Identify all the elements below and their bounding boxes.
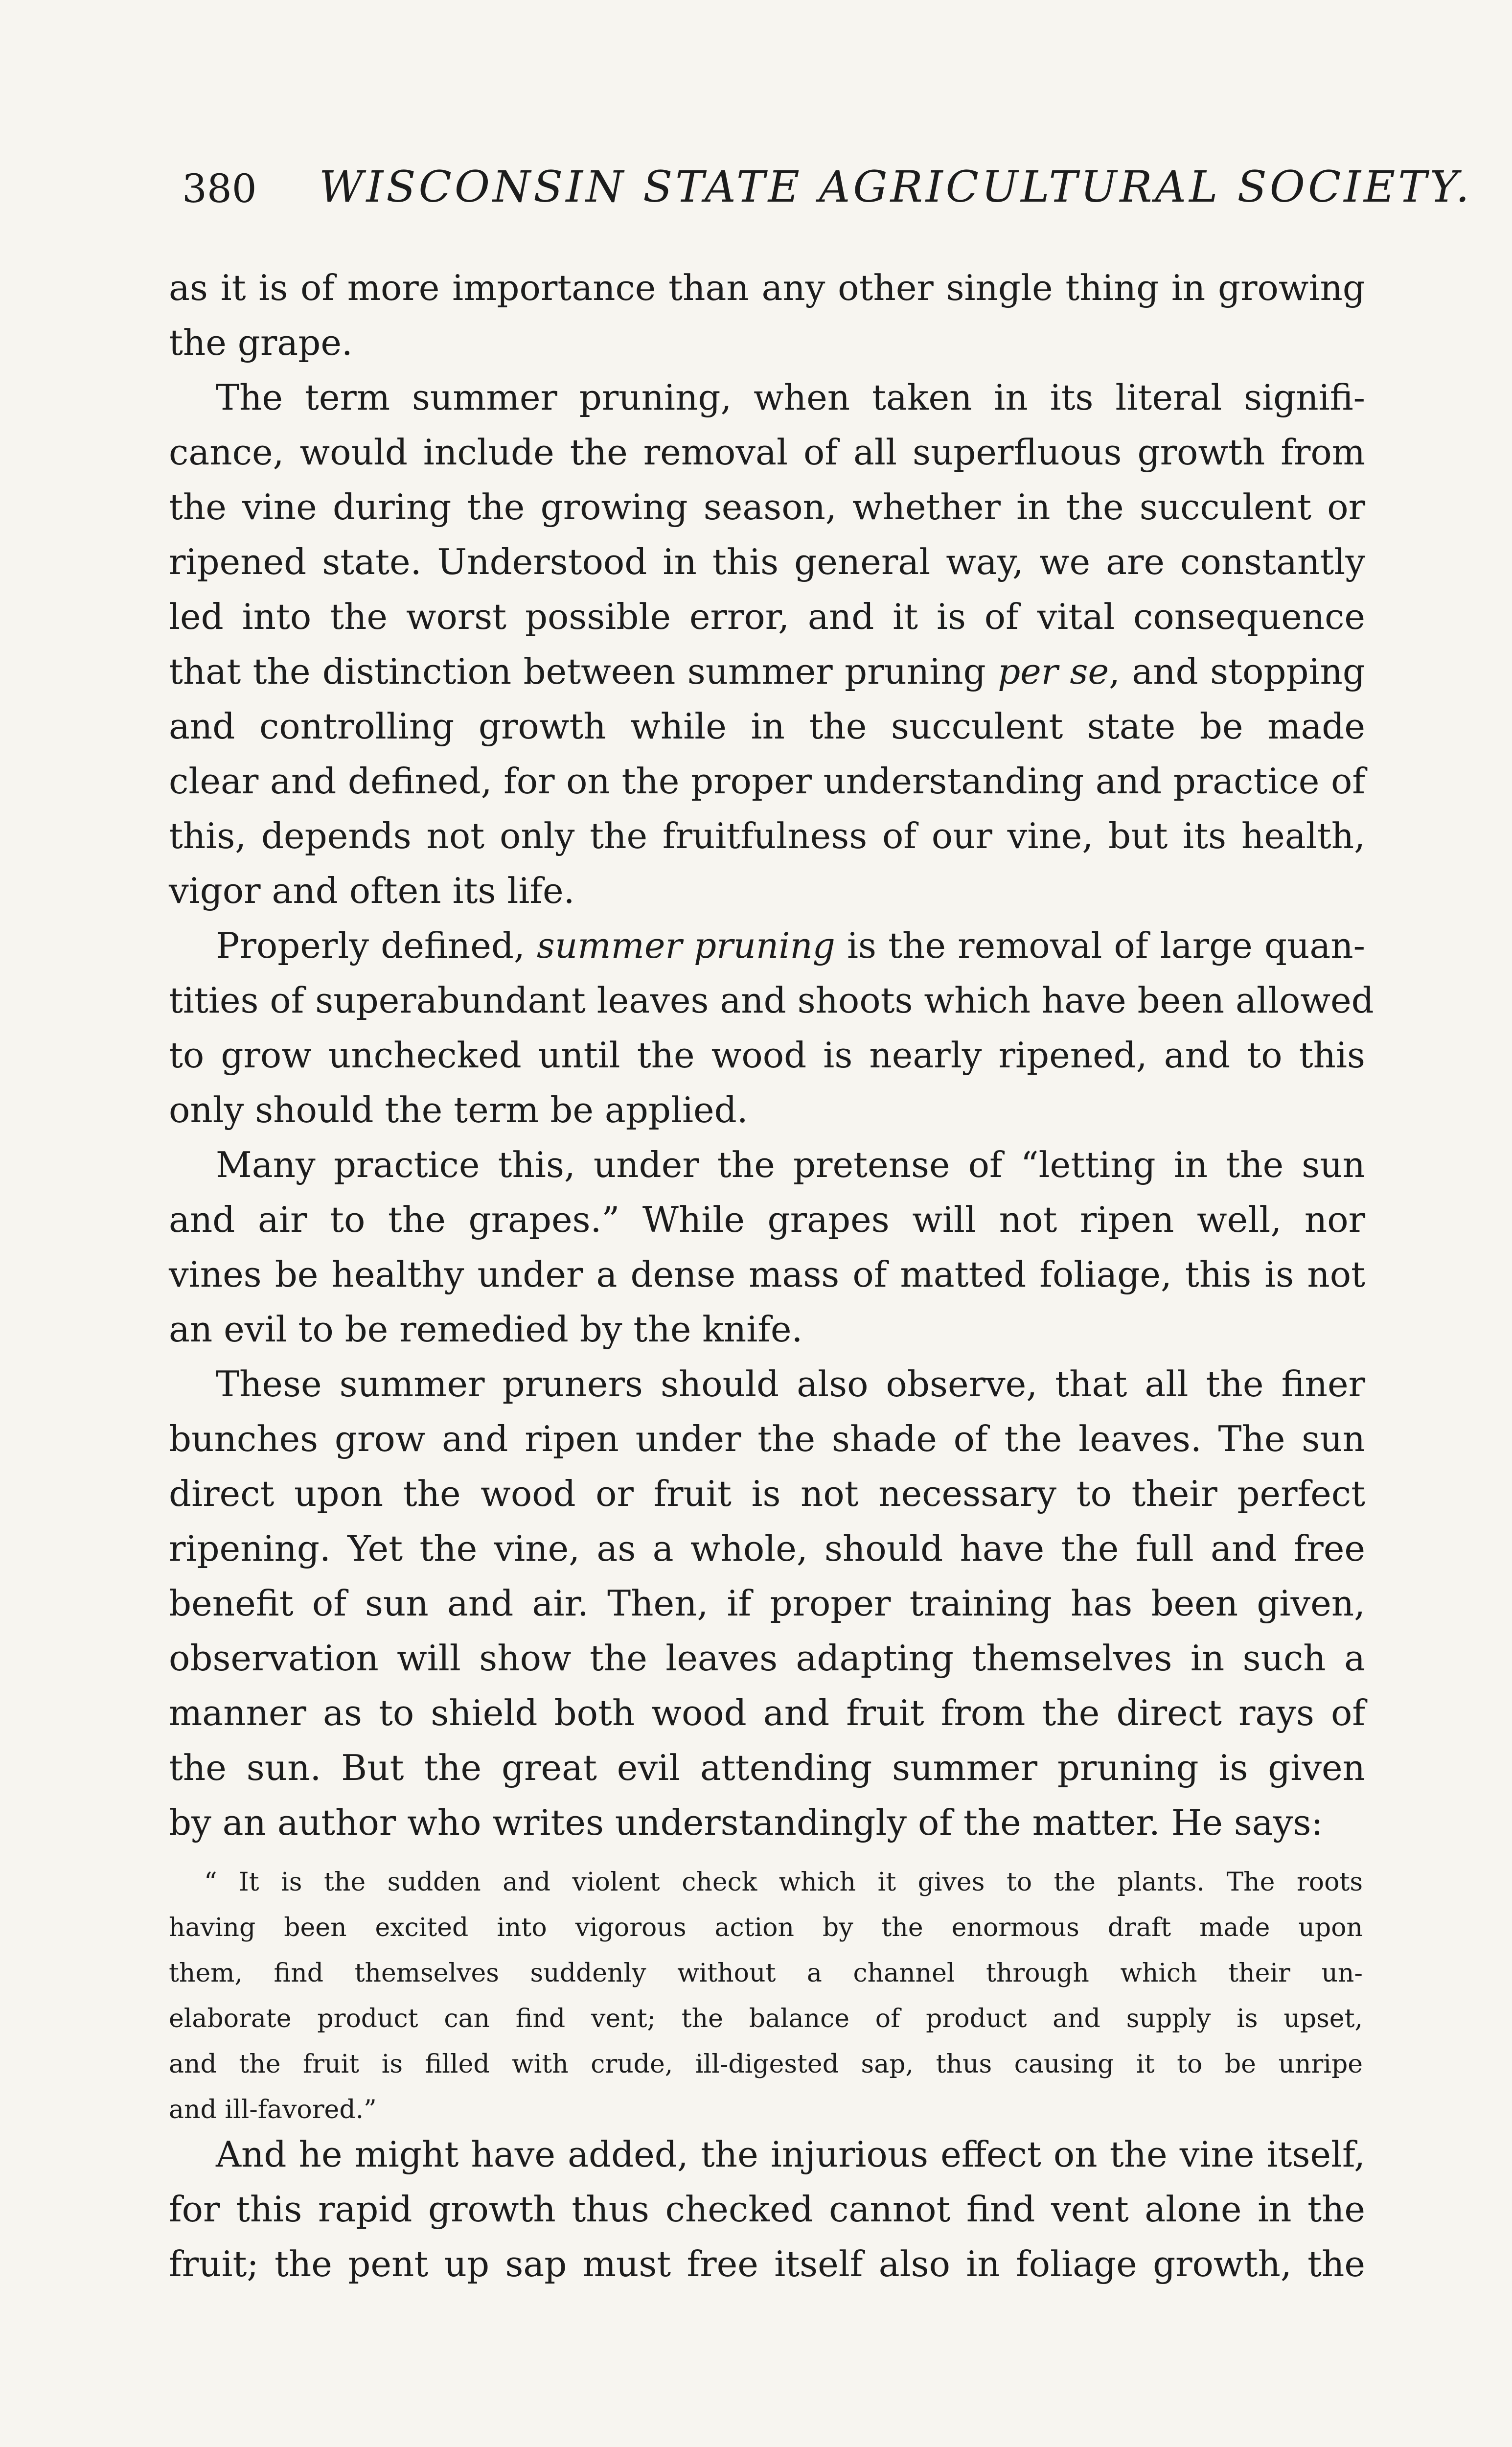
text-line: an evil to be remedied by the knife.: [169, 1309, 803, 1350]
paragraph-summer-pruners: [169, 1357, 1365, 1850]
running-head-title: WISCONSIN STATE AGRICULTURAL SOCIETY.: [319, 162, 1472, 212]
text-segment: that the distinction between summer pruning: [169, 651, 998, 692]
text-line: led into the worst possible error, and it is of vital consequence: [169, 596, 1365, 637]
text-line: direct upon the wood or fruit is not necessary to their perfect: [169, 1473, 1365, 1514]
quote-line: and the fruit is filled with crude, ill-digested sap, thus causing it to be unripe: [169, 2050, 1363, 2079]
text-line: benefit of sun and air. Then, if proper training has been given,: [169, 1583, 1365, 1624]
text-line-with-italic: [169, 918, 1365, 973]
text-line: ripening. Yet the vine, as a whole, should have the full and free: [169, 1528, 1365, 1569]
text-line: the vine during the growing season, whether in the succulent or: [169, 486, 1365, 528]
text-line: The term summer pruning, when taken in its literal signifi-: [216, 377, 1365, 418]
text-line: bunches grow and ripen under the shade of the leaves. The sun: [169, 1418, 1365, 1459]
paragraph-properly-defined: [169, 918, 1374, 1137]
quote-line: elaborate product can find vent; the balance of product and supply is upset,: [169, 2004, 1363, 2033]
running-head: [182, 162, 1472, 215]
text-line: These summer pruners should also observe, that all the finer: [216, 1363, 1365, 1405]
text-line: the grape.: [169, 322, 353, 363]
text-line: And he might have added, the injurious effect on the vine itself,: [216, 2134, 1365, 2175]
text-line: cance, would include the removal of all superfluous growth from: [169, 432, 1365, 473]
italic-term: summer pruning: [537, 925, 835, 966]
paragraph-continuation: [169, 260, 1365, 370]
quote-line: them, find themselves suddenly without a channel through which their un-: [169, 1959, 1363, 1988]
text-segment: is the removal of large quan-: [835, 925, 1365, 966]
text-line: and controlling growth while in the succulent state be made: [169, 706, 1365, 747]
text-line: manner as to shield both wood and fruit from the direct rays of: [169, 1692, 1365, 1733]
text-line: this, depends not only the fruitfulness of our vine, but its health,: [169, 815, 1365, 856]
text-line: for this rapid growth thus checked cannot find vent alone in the: [169, 2189, 1365, 2230]
text-line-with-italic: [169, 644, 1365, 699]
paragraph-he-might-have-added: [169, 2127, 1365, 2291]
italic-term: per se: [998, 651, 1109, 692]
text-line: clear and defined, for on the proper understanding and practice of: [169, 761, 1365, 802]
paragraph-many-practice: [169, 1137, 1365, 1357]
text-segment: , and stopping: [1109, 651, 1365, 692]
text-line: the sun. But the great evil attending summer pruning is given: [169, 1747, 1365, 1788]
text-line: as it is of more importance than any other single thing in growing: [169, 267, 1365, 308]
text-line: vigor and often its life.: [169, 870, 575, 911]
block-quote: [169, 1860, 1363, 2133]
text-line: only should the term be applied.: [169, 1089, 748, 1131]
text-segment: Properly defined,: [216, 925, 537, 966]
text-line: tities of superabundant leaves and shoots which have been allowed: [169, 980, 1374, 1021]
text-line: to grow unchecked until the wood is nearly ripened, and to this: [169, 1035, 1365, 1076]
text-line: observation will show the leaves adapting themselves in such a: [169, 1638, 1365, 1679]
paragraph-summer-pruning-definition: [169, 370, 1365, 918]
quote-line: and ill-favored.”: [169, 2095, 377, 2124]
quote-line: “ It is the sudden and violent check which it gives to the plants. The roots: [204, 1868, 1363, 1897]
text-line: Many practice this, under the pretense of “letting in the sun: [216, 1144, 1365, 1185]
quote-line: having been excited into vigorous action by the enormous draft made upon: [169, 1913, 1363, 1942]
text-line: and air to the grapes.” While grapes will not ripen well, nor: [169, 1199, 1365, 1240]
page-number: 380: [182, 166, 257, 211]
text-line: fruit; the pent up sap must free itself also in foliage growth, the: [169, 2243, 1365, 2285]
text-line: vines be healthy under a dense mass of matted foliage, this is not: [169, 1254, 1365, 1295]
text-line: ripened state. Understood in this general way, we are constantly: [169, 541, 1365, 582]
text-line: by an author who writes understandingly of the matter. He says:: [169, 1802, 1323, 1843]
